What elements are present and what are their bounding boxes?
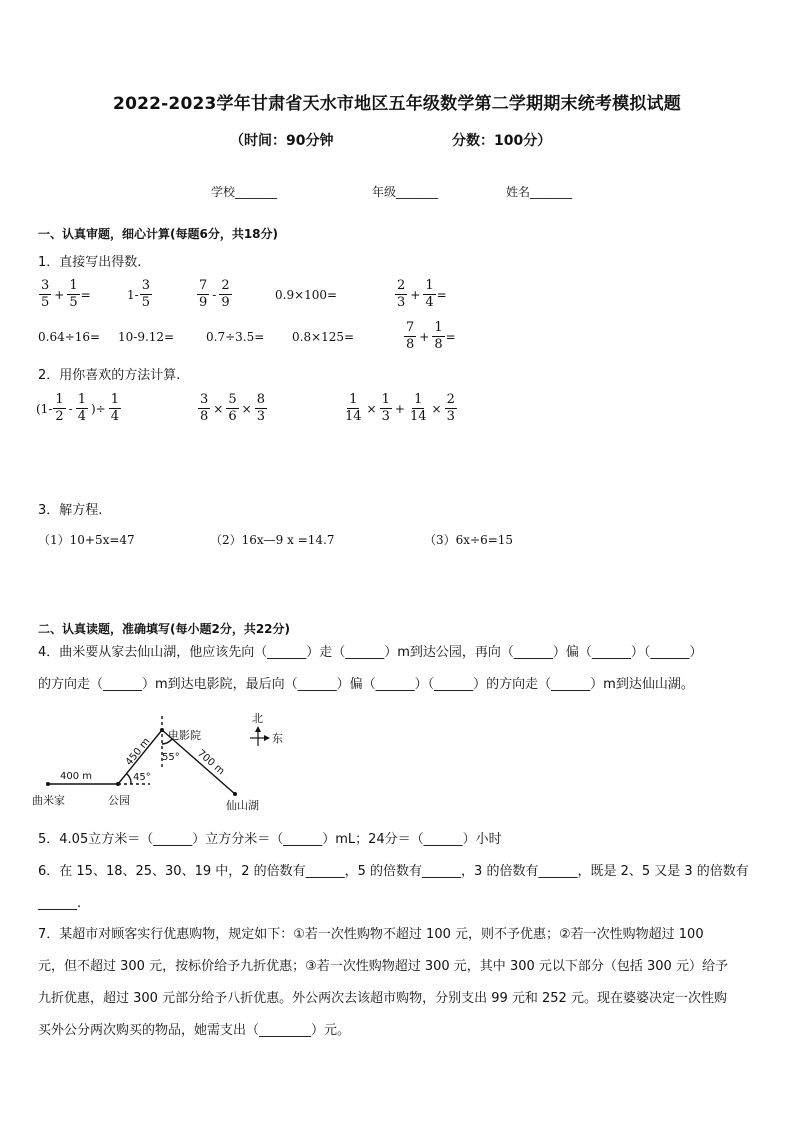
label-east: 东 bbox=[272, 732, 283, 745]
label-home: 曲米家 bbox=[32, 794, 65, 807]
q1-item-7: 10-9.12= bbox=[118, 330, 175, 344]
q2-expr-3: $\frac{1}{14}$ × $\frac{1}{3}$ + $\frac{1}{14}$ × $\frac{2}{3}$ bbox=[345, 392, 455, 424]
q1-item-4: 0.9×100= bbox=[275, 288, 338, 302]
q3-equation-3: （3）6x÷6=15 bbox=[424, 533, 514, 547]
section-2-heading: 二、认真读题，准确填写(每小题2分，共22分) bbox=[38, 622, 291, 636]
name-field[interactable]: 姓名_______ bbox=[506, 185, 573, 199]
q1-item-6: 0.64÷16= bbox=[38, 330, 101, 344]
label-park: 公园 bbox=[108, 794, 130, 807]
label-distance-700: 700 m bbox=[195, 747, 227, 778]
q1-item-2: 1- $\frac{3}{5}$ bbox=[127, 278, 150, 310]
park-point bbox=[116, 782, 120, 786]
q7-line-1: 7．某超市对顾客实行优惠购物，规定如下：①若一次性购物不超过 100 元，则不予优惠；②若一次性购物超过 100 bbox=[38, 927, 704, 942]
exam-score: 分数：100分） bbox=[452, 133, 552, 149]
angle-arc-45 bbox=[127, 774, 131, 784]
q7-line-4: 买外公分两次购买的物品，她需支出（________）元。 bbox=[38, 1023, 351, 1038]
label-angle-45: 45° bbox=[133, 772, 151, 783]
q1-item-1: $\frac{3}{5}$ + $\frac{1}{5}$ = bbox=[41, 278, 91, 310]
q6-line-2: ______. bbox=[38, 896, 82, 911]
q5-text: 5．4.05立方米＝（______）立方分米＝（______）mL；24分＝（______）小时 bbox=[38, 832, 502, 847]
cinema-point bbox=[160, 728, 164, 732]
label-distance-450: 450 m bbox=[123, 736, 153, 768]
compass-icon bbox=[250, 726, 270, 746]
q1-item-3: $\frac{7}{9}$ - $\frac{2}{9}$ bbox=[199, 278, 230, 310]
exam-time: （时间：90分钟 bbox=[230, 133, 334, 149]
q2-expr-1: (1- $\frac{1}{2}$ - $\frac{1}{4}$ )÷ $\frac{1}{4}$ bbox=[36, 392, 120, 424]
question-1-label: 1．直接写出得数. bbox=[38, 255, 142, 270]
question-3-label: 3．解方程. bbox=[38, 503, 103, 518]
q1-item-9: 0.8×125= bbox=[292, 330, 355, 344]
home-point bbox=[46, 782, 50, 786]
section-1-heading: 一、认真审题，细心计算(每题6分，共18分) bbox=[38, 227, 279, 241]
lake-point bbox=[233, 792, 237, 796]
grade-field[interactable]: 年级_______ bbox=[372, 185, 439, 199]
label-cinema: 电影院 bbox=[168, 729, 201, 742]
q7-line-2: 元，但不超过 300 元，按标价给予九折优惠；③若一次性购物超过 300 元，其中 300 元以下部分（包括 300 元）给予 bbox=[38, 959, 728, 974]
q2-expr-2: $\frac{3}{8}$ × $\frac{5}{6}$ × $\frac{8}{3}$ bbox=[200, 392, 265, 424]
page-title: 2022-2023学年甘肃省天水市地区五年级数学第二学期期末统考模拟试题 bbox=[113, 94, 681, 114]
q4-line-2: 的方向走（______）m到达电影院，最后向（______）偏（______）（______）的方向走（______）m到达仙山湖。 bbox=[38, 677, 694, 692]
q7-line-3: 九折优惠，超过 300 元部分给予八折优惠。外公两次去该超市购物，分别支出 99 元和 252 元。现在婆婆决定一次性购 bbox=[38, 991, 727, 1006]
question-2-label: 2．用你喜欢的方法计算. bbox=[38, 368, 181, 383]
label-distance-400: 400 m bbox=[60, 771, 93, 782]
q4-line-1: 4．曲米要从家去仙山湖，他应该先向（______）走（______）m到达公园，再向（______）偏（______）（______） bbox=[38, 645, 703, 660]
school-field[interactable]: 学校_______ bbox=[211, 185, 278, 199]
q3-equation-1: （1）10+5x=47 bbox=[38, 533, 135, 547]
label-north: 北 bbox=[252, 712, 263, 725]
q3-equation-2: （2）16x—9 x =14.7 bbox=[210, 533, 335, 547]
route-diagram bbox=[30, 708, 310, 818]
q1-item-8: 0.7÷3.5= bbox=[206, 330, 265, 344]
q1-item-10: $\frac{7}{8}$ + $\frac{1}{8}$ = bbox=[406, 320, 456, 352]
label-angle-55: 55° bbox=[162, 752, 180, 763]
label-lake: 仙山湖 bbox=[226, 799, 259, 812]
q1-item-5: $\frac{2}{3}$ + $\frac{1}{4}$ = bbox=[397, 278, 447, 310]
q6-line-1: 6．在 15、18、25、30、19 中，2 的倍数有______，5 的倍数有______，3 的倍数有______，既是 2、5 又是 3 的倍数有 bbox=[38, 864, 749, 879]
